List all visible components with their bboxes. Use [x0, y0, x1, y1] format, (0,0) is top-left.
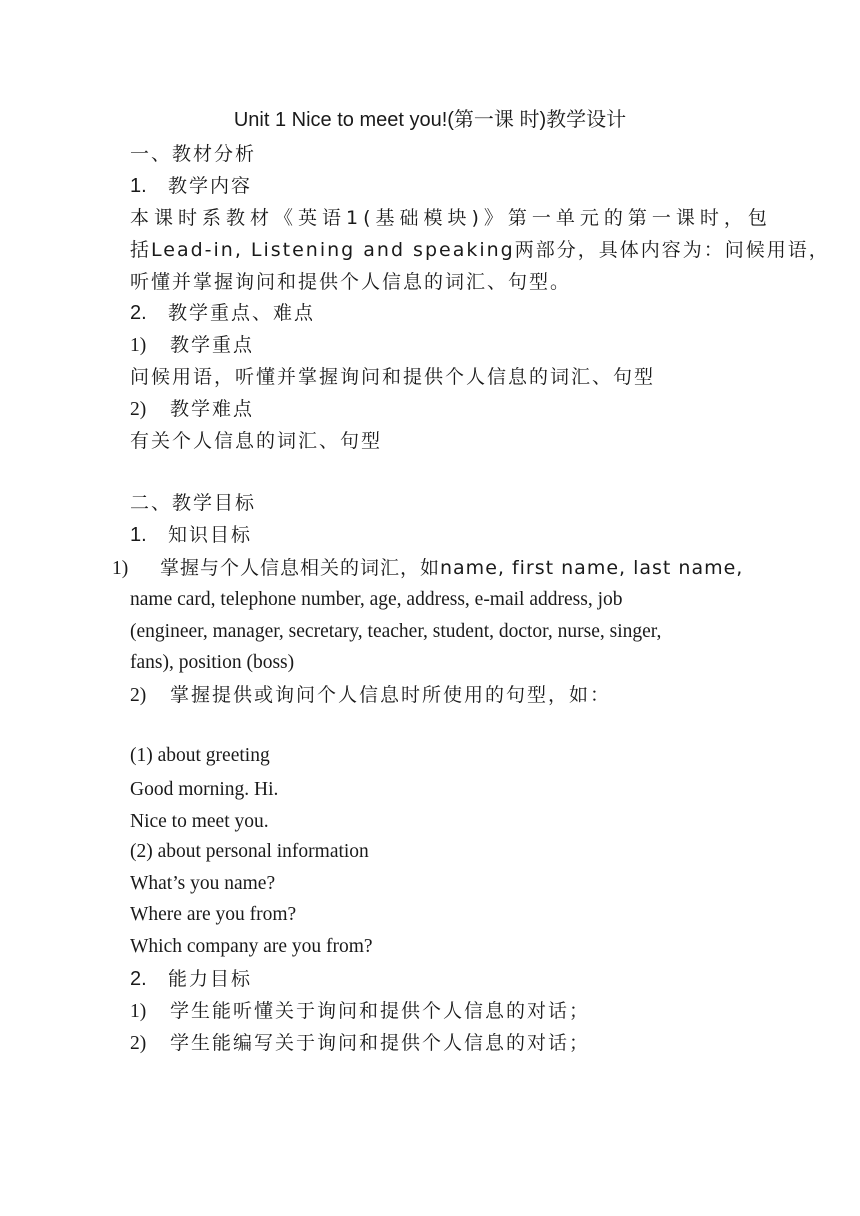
knowledge-line: (engineer, manager, secretary, teacher, student, doctor, nurse, singer,	[130, 621, 662, 642]
subitem-text: 学生能编写关于询问和提供个人信息的对话；	[170, 1032, 591, 1054]
content-line: 括Lead-in, Listening and speaking两部分，具体内容为：问候用语，	[130, 239, 830, 261]
subitem-text: 学生能听懂关于询问和提供个人信息的对话；	[170, 1000, 591, 1022]
item-label: 教学内容	[168, 175, 253, 197]
subitem-key	[130, 332, 254, 359]
content-line: 听懂并掌握询问和提供个人信息的词汇、句型。	[130, 271, 572, 293]
section-1-heading: 一、教材分析	[130, 143, 257, 165]
ability-item-1	[130, 998, 590, 1025]
item-knowledge-goals	[130, 522, 252, 548]
ability-item-2	[130, 1030, 590, 1057]
example-line: (2) about personal information	[130, 841, 369, 862]
item-label: 教学重点、难点	[168, 302, 316, 324]
page-title: Unit 1 Nice to meet you!(第一课 时)教学设计	[233, 109, 627, 131]
item-number: 1.	[130, 175, 147, 197]
subitem-number: 2)	[130, 399, 147, 420]
subitem-label: 教学重点	[170, 334, 255, 356]
knowledge-line: fans), position (boss)	[130, 652, 295, 673]
section-2-heading: 二、教学目标	[130, 492, 257, 514]
subitem-number: 2)	[130, 685, 147, 706]
subitem-number: 1)	[130, 1001, 147, 1022]
knowledge-line: 掌握与个人信息相关的词汇，如name, first name, last name,	[160, 557, 744, 579]
item-number: 2.	[130, 302, 147, 324]
subitem-number: 1)	[130, 335, 147, 356]
subitem-number: 2)	[130, 1033, 147, 1054]
example-line: What’s you name?	[130, 873, 276, 894]
item-label: 知识目标	[168, 524, 253, 546]
difficult-text: 有关个人信息的词汇、句型	[130, 430, 383, 452]
item-label: 能力目标	[168, 968, 253, 990]
knowledge-item-2	[130, 682, 611, 709]
item-key-points	[130, 300, 315, 326]
item-number: 2.	[130, 968, 147, 990]
item-ability-goals	[130, 966, 252, 992]
knowledge-line: name card, telephone number, age, address, e-mail address, job	[130, 589, 623, 610]
example-line: Good morning. Hi.	[130, 779, 279, 800]
subitem-text: 掌握提供或询问个人信息时所使用的句型，如：	[170, 684, 612, 706]
key-text: 问候用语，听懂并掌握询问和提供个人信息的词汇、句型	[130, 366, 656, 388]
example-line: Nice to meet you.	[130, 811, 269, 832]
example-line: Which company are you from?	[130, 936, 373, 957]
knowledge-item-1	[112, 555, 743, 582]
item-teaching-content	[130, 173, 252, 199]
subitem-number: 1)	[112, 558, 129, 579]
item-number: 1.	[130, 524, 147, 546]
content-line: 本课时系教材《英语1(基础模块)》第一单元的第一课时，包	[130, 207, 772, 229]
subitem-label: 教学难点	[170, 398, 255, 420]
example-line: (1) about greeting	[130, 745, 270, 766]
example-line: Where are you from?	[130, 904, 297, 925]
subitem-difficult	[130, 396, 254, 423]
